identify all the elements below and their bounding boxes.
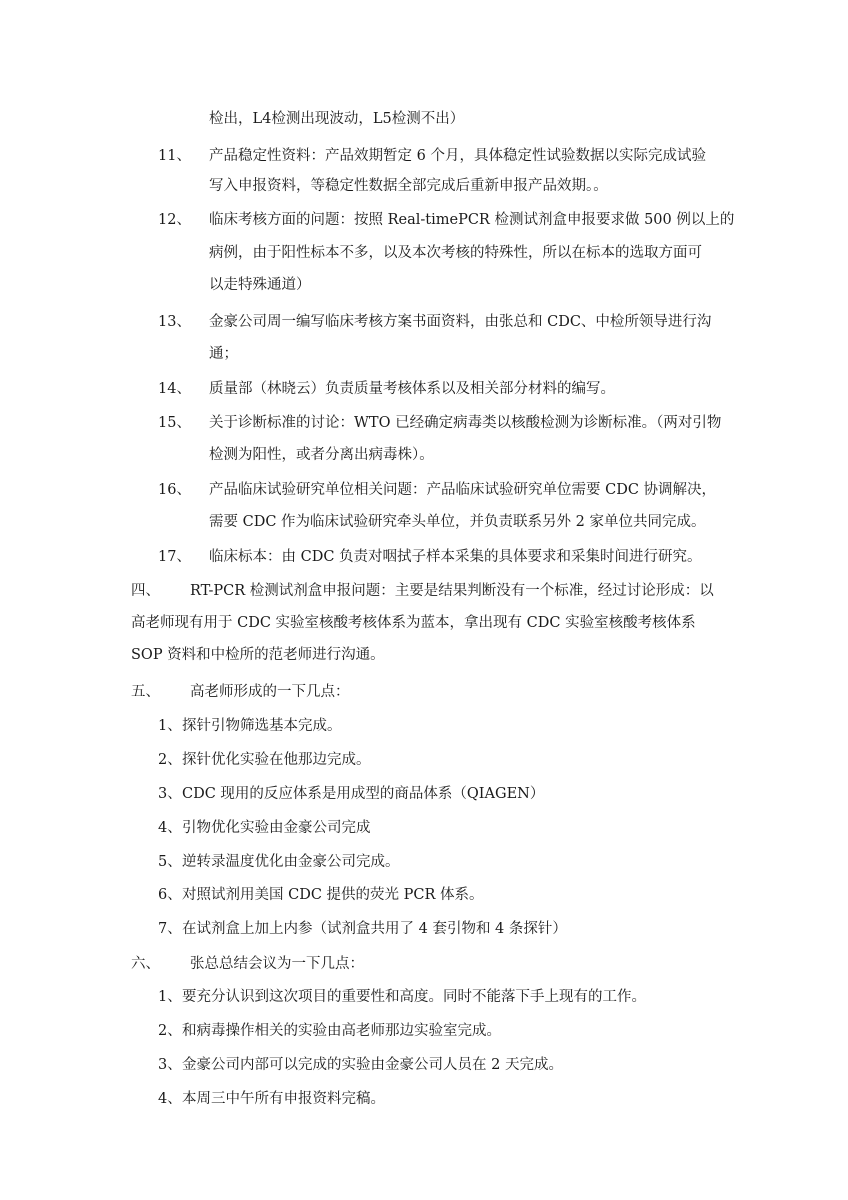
item-number: 1、 bbox=[158, 989, 182, 1005]
item-number: 16、 bbox=[158, 482, 191, 498]
text-line: 以走特殊通道） bbox=[209, 277, 311, 293]
item-number: 13、 bbox=[158, 314, 191, 330]
item-number: 12、 bbox=[158, 212, 191, 228]
text-line: 产品临床试验研究单位相关问题：产品临床试验研究单位需要 CDC 协调解决， bbox=[209, 482, 717, 498]
text-line: 临床考核方面的问题：按照 Real-timePCR 检测试剂盒申报要求做 500 例以上的 bbox=[209, 212, 735, 228]
text-line: RT-PCR 检测试剂盒申报问题：主要是结果判断没有一个标准，经过讨论形成：以 bbox=[190, 583, 714, 599]
text-line: 引物优化实验由金豪公司完成 bbox=[182, 820, 371, 836]
text-line: 高老师形成的一下几点： bbox=[190, 684, 350, 700]
item-number: 4、 bbox=[158, 820, 182, 836]
item-number: 6、 bbox=[158, 887, 182, 903]
item-number: 11、 bbox=[158, 148, 191, 164]
text-line: 和病毒操作相关的实验由高老师那边实验室完成。 bbox=[182, 1023, 501, 1039]
text-line: 在试剂盒上加上内参（试剂盒共用了 4 套引物和 4 条探针） bbox=[182, 921, 567, 937]
text-line: 关于诊断标准的讨论：WTO 已经确定病毒类以核酸检测为诊断标准。（两对引物 bbox=[209, 415, 722, 431]
item-number: 1、 bbox=[158, 718, 182, 734]
item-number: 4、 bbox=[158, 1091, 182, 1107]
text-line: SOP 资料和中检所的范老师进行沟通。 bbox=[131, 647, 385, 663]
item-number: 3、 bbox=[158, 786, 182, 802]
section-number: 五、 bbox=[131, 684, 160, 700]
text-line: 需要 CDC 作为临床试验研究牵头单位，并负责联系另外 2 家单位共同完成。 bbox=[209, 514, 706, 530]
text-line: 临床标本：由 CDC 负责对咽拭子样本采集的具体要求和采集时间进行研究。 bbox=[209, 549, 702, 565]
text-line: 质量部（林晓云）负责质量考核体系以及相关部分材料的编写。 bbox=[209, 381, 615, 397]
text-line: 检出，L4检测出现波动，L5检测不出） bbox=[209, 111, 465, 127]
text-line: 检测为阳性，或者分离出病毒株）。 bbox=[209, 447, 434, 463]
section-number: 六、 bbox=[131, 956, 160, 972]
section-number: 四、 bbox=[131, 583, 160, 599]
text-line: 探针优化实验在他那边完成。 bbox=[182, 752, 371, 768]
item-number: 5、 bbox=[158, 854, 182, 870]
text-line: 张总总结会议为一下几点： bbox=[190, 956, 364, 972]
text-line: 对照试剂用美国 CDC 提供的荧光 PCR 体系。 bbox=[182, 887, 484, 903]
item-number: 2、 bbox=[158, 752, 182, 768]
text-line: 要充分认识到这次项目的重要性和高度。同时不能落下手上现有的工作。 bbox=[182, 989, 646, 1005]
item-number: 15、 bbox=[158, 415, 191, 431]
text-line: CDC 现用的反应体系是用成型的商品体系（QIAGEN） bbox=[182, 786, 545, 802]
text-line: 探针引物筛选基本完成。 bbox=[182, 718, 342, 734]
text-line: 写入申报资料，等稳定性数据全部完成后重新申报产品效期。。 bbox=[209, 178, 608, 194]
item-number: 3、 bbox=[158, 1057, 182, 1073]
text-line: 病例，由于阳性标本不多，以及本次考核的特殊性，所以在标本的选取方面可 bbox=[209, 245, 702, 261]
text-line: 金豪公司内部可以完成的实验由金豪公司人员在 2 天完成。 bbox=[182, 1057, 563, 1073]
item-number: 2、 bbox=[158, 1023, 182, 1039]
text-line: 金豪公司周一编写临床考核方案书面资料，由张总和 CDC、中检所领导进行沟 bbox=[209, 314, 712, 330]
text-line: 本周三中午所有申报资料完稿。 bbox=[182, 1091, 385, 1107]
item-number: 17、 bbox=[158, 549, 191, 565]
item-number: 14、 bbox=[158, 381, 191, 397]
text-line: 产品稳定性资料：产品效期暂定 6 个月，具体稳定性试验数据以实际完成试验 bbox=[209, 148, 706, 164]
text-line: 高老师现有用于 CDC 实验室核酸考核体系为蓝本，拿出现有 CDC 实验室核酸考核体系 bbox=[131, 615, 696, 631]
item-number: 7、 bbox=[158, 921, 182, 937]
text-line: 逆转录温度优化由金豪公司完成。 bbox=[182, 854, 400, 870]
text-line: 通； bbox=[209, 346, 238, 362]
